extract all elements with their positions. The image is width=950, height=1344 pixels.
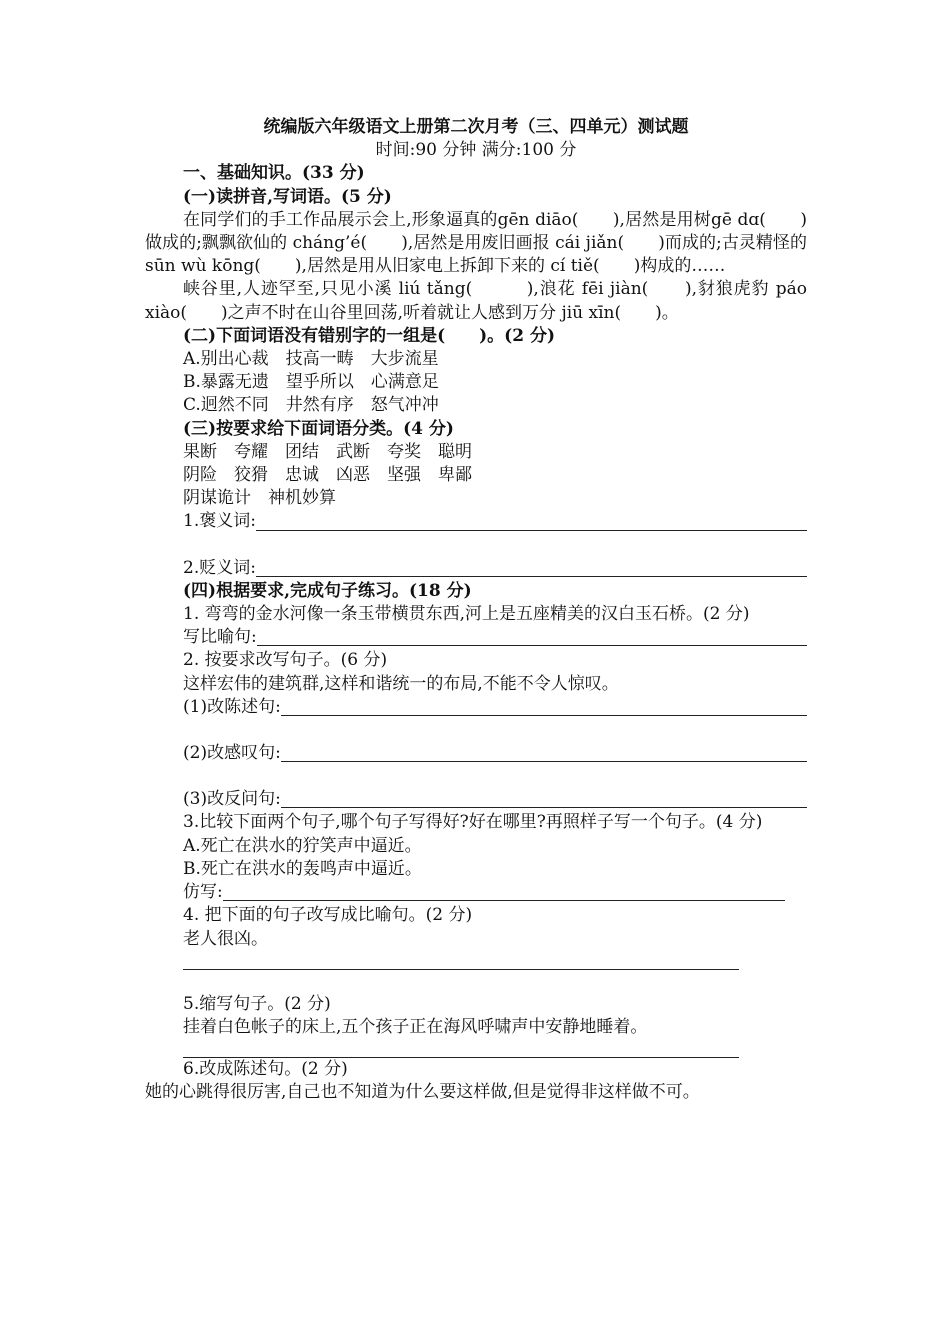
word: 阴险 <box>183 465 217 486</box>
q2a-answer-row <box>145 696 807 719</box>
part3-word-row-1 <box>145 441 807 464</box>
q3-label: 仿写: <box>183 882 223 903</box>
exam-meta: 时间:90 分钟 满分:100 分 <box>375 140 577 161</box>
q2b-label: (2)改感叹句: <box>183 743 281 764</box>
word: 阴谋诡计 <box>183 488 251 509</box>
q2c-label: (3)改反问句: <box>183 789 281 810</box>
word: 凶恶 <box>336 465 370 486</box>
word: 夸奖 <box>387 441 421 462</box>
q4-sentence: 老人很凶。 <box>183 928 268 949</box>
word: 夸耀 <box>234 441 268 462</box>
commendatory-label: 1.褒义词: <box>183 511 256 532</box>
q4-prompt: 4. 把下面的句子改写成比喻句。(2 分) <box>183 905 473 926</box>
q1-label: 写比喻句: <box>183 627 257 648</box>
word: 聪明 <box>438 441 472 462</box>
q1-answer-row <box>145 626 807 649</box>
q6-prompt: 6.改成陈述句。(2 分) <box>183 1059 348 1080</box>
word: 狡猾 <box>234 465 268 486</box>
part1-heading: (一)读拼音,写词语。(5 分) <box>183 186 392 207</box>
part2-heading: (二)下面词语没有错别字的一组是( )。(2 分) <box>183 325 556 346</box>
word: 忠诚 <box>285 465 319 486</box>
derogatory-answer-line[interactable] <box>256 558 807 577</box>
word: 团结 <box>285 441 319 462</box>
q5-prompt: 5.缩写句子。(2 分) <box>183 993 331 1014</box>
part4-heading: (四)根据要求,完成句子练习。(18 分) <box>183 580 472 601</box>
part1-paragraph-1: 在同学们的手工作品展示会上,形象逼真的gēn diāo( ),居然是用树gē dɑ( )做成的;飘飘欲仙的 cháng’é( ),居然是用废旧画报 cái jiǎn( )而成的;古灵精怪的 sūn wù kōng( ),居然是用从旧家电上拆卸下来的 cí tiě( )构成的…… <box>145 209 807 277</box>
q2-prompt: 2. 按要求改写句子。(6 分) <box>183 650 388 671</box>
derogatory-answer-row <box>145 557 807 580</box>
part2-option-a: A.别出心裁 技高一畴 大步流星 <box>183 349 439 370</box>
q3-sentence-b: B.死亡在洪水的轰鸣声中逼近。 <box>183 858 422 879</box>
word: 坚强 <box>387 465 421 486</box>
part2-option-b: B.暴露无遗 望乎所以 心满意足 <box>183 372 439 393</box>
q2-sentence: 这样宏伟的建筑群,这样和谐统一的布局,不能不令人惊叹。 <box>183 673 619 694</box>
q2a-answer-line[interactable] <box>281 697 807 716</box>
q2a-label: (1)改陈述句: <box>183 696 281 717</box>
q4-answer-line[interactable] <box>183 951 739 970</box>
q3-answer-line[interactable] <box>223 882 785 901</box>
word: 武断 <box>336 441 370 462</box>
q5-sentence: 挂着白色帐子的床上,五个孩子正在海风呼啸声中安静地睡着。 <box>183 1016 648 1037</box>
word: 卑鄙 <box>438 465 472 486</box>
q3-answer-row <box>145 881 785 904</box>
q6-sentence: 她的心跳得很厉害,自己也不知道为什么要这样做,但是觉得非这样做不可。 <box>145 1082 700 1103</box>
exam-page <box>145 114 807 1105</box>
q1-answer-line[interactable] <box>257 627 807 646</box>
commendatory-answer-line[interactable] <box>256 512 807 531</box>
q5-answer-line[interactable] <box>183 1039 739 1058</box>
q1-prompt: 1. 弯弯的金水河像一条玉带横贯东西,河上是五座精美的汉白玉石桥。(2 分) <box>183 604 750 625</box>
part2-option-c: C.迥然不同 井然有序 怒气冲冲 <box>183 395 439 416</box>
part3-heading: (三)按要求给下面词语分类。(4 分) <box>183 418 454 439</box>
q2b-answer-row <box>145 742 807 765</box>
q3-sentence-a: A.死亡在洪水的狞笑声中逼近。 <box>183 835 422 856</box>
q2c-answer-line[interactable] <box>281 789 807 808</box>
word: 神机妙算 <box>268 488 336 509</box>
part1-paragraph-2: 峡谷里,人迹罕至,只见小溪 liú tǎng( ),浪花 fēi jiàn( ),豺狼虎豹 páo xiào( )之声不时在山谷里回荡,听着就让人感到万分 jiū xīn( )。 <box>145 279 807 323</box>
section-heading-basics: 一、基础知识。(33 分) <box>183 163 365 184</box>
commendatory-answer-row <box>145 510 807 533</box>
part3-word-row-3 <box>145 487 807 510</box>
exam-title: 统编版六年级语文上册第二次月考（三、四单元）测试题 <box>263 117 689 137</box>
q2b-answer-line[interactable] <box>281 743 807 762</box>
word: 果断 <box>183 441 217 462</box>
derogatory-label: 2.贬义词: <box>183 557 256 578</box>
q2c-answer-row <box>145 788 807 811</box>
part3-word-row-2 <box>145 464 807 487</box>
q3-prompt: 3.比较下面两个句子,哪个句子写得好?好在哪里?再照样子写一个句子。(4 分) <box>183 812 763 833</box>
